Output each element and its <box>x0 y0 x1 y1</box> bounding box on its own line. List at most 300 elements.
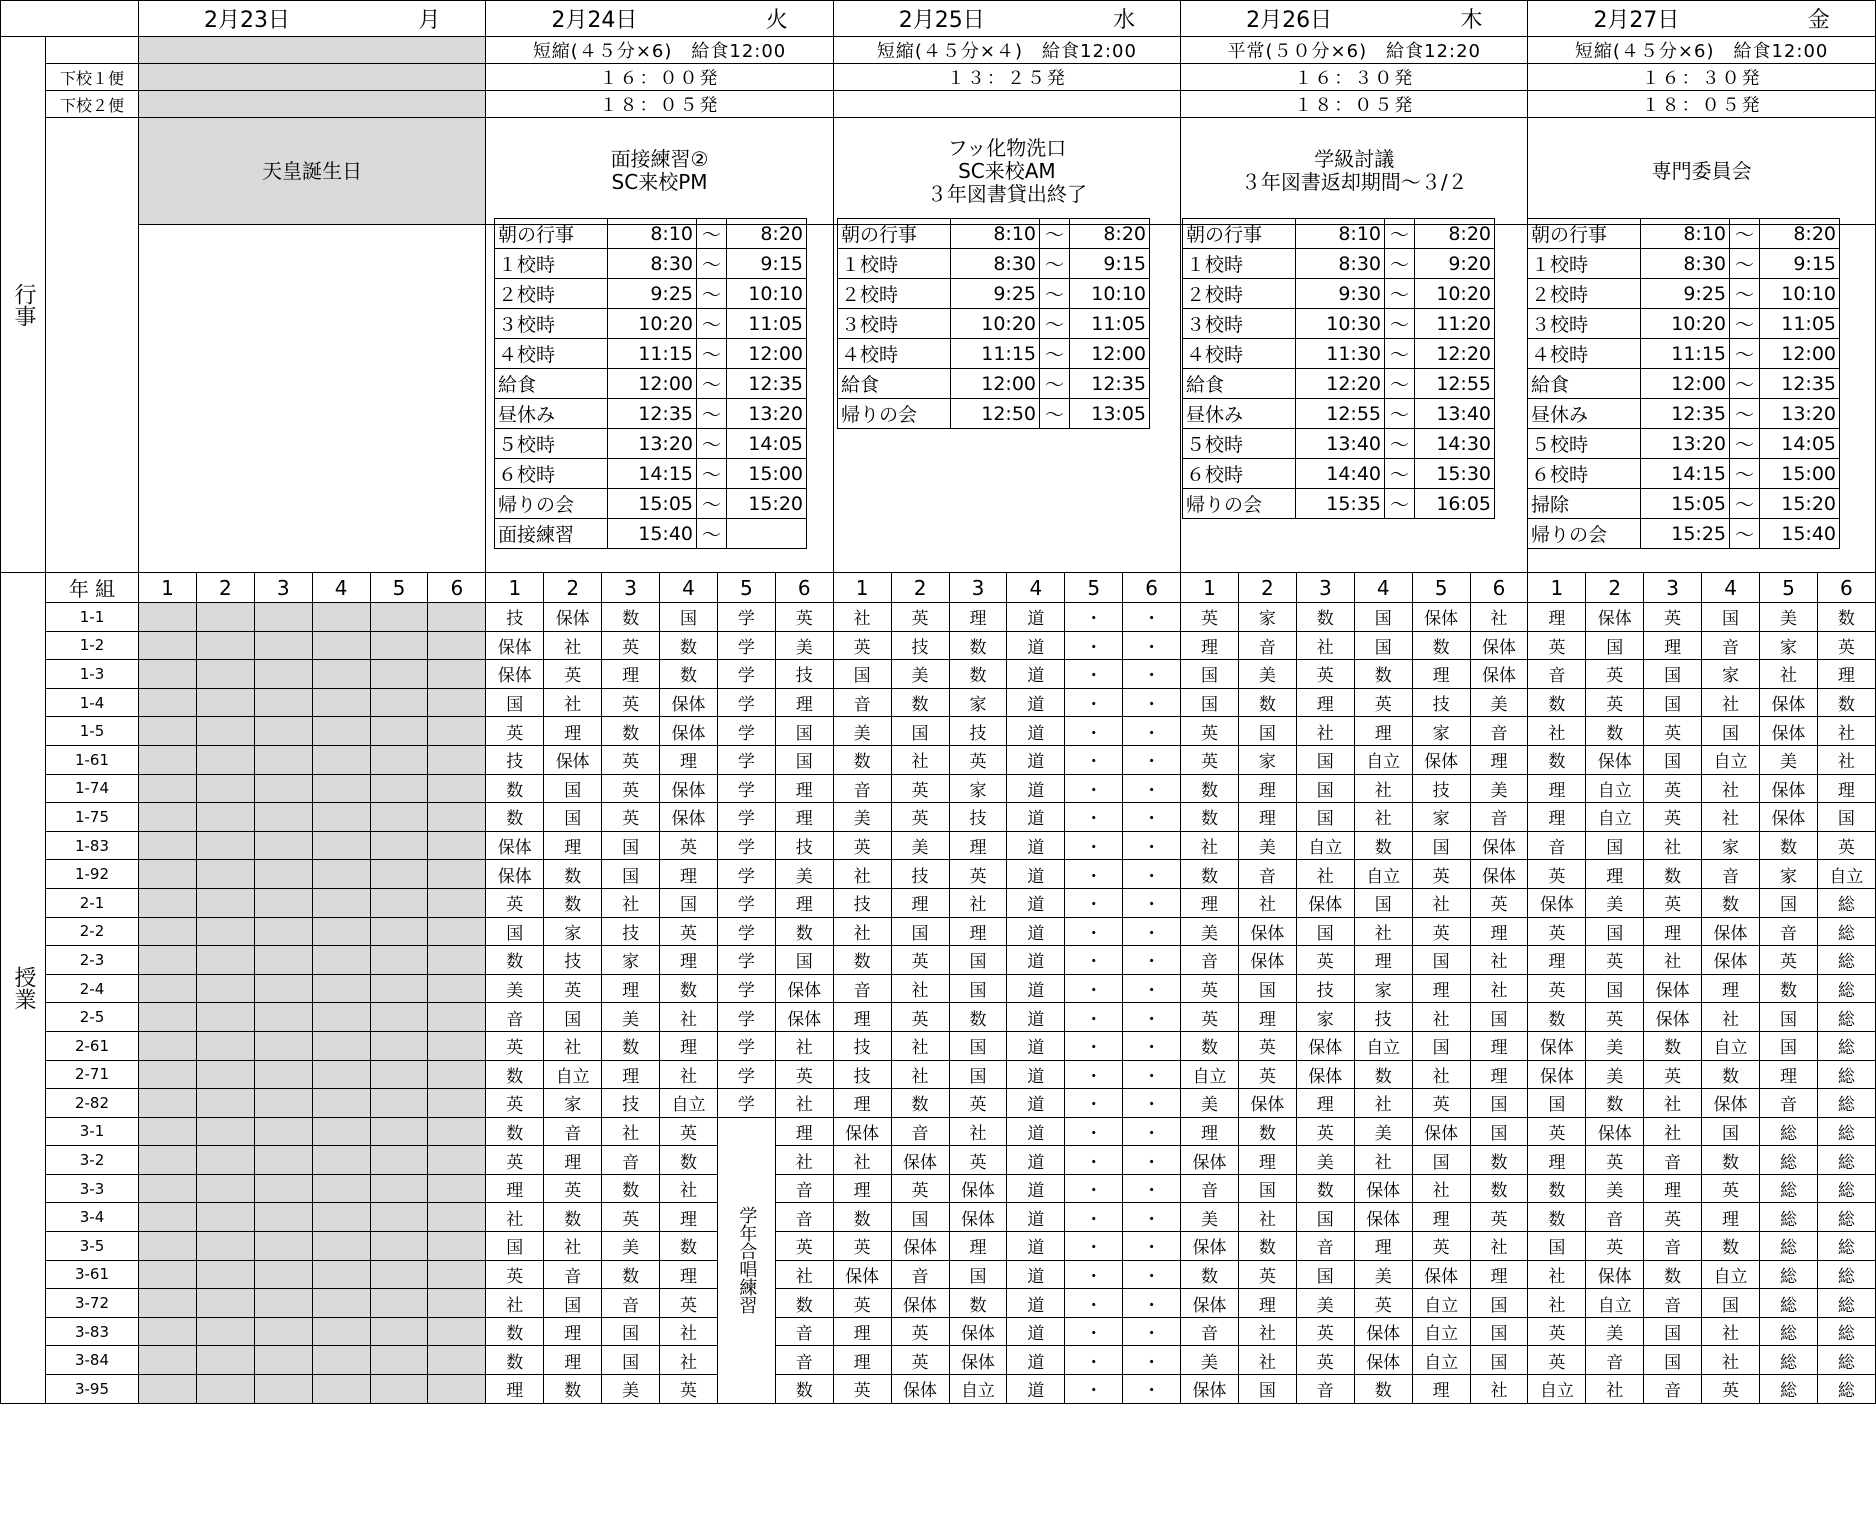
subject-cell: 総 <box>1817 1232 1875 1261</box>
subject-cell: 家 <box>1760 631 1818 660</box>
class-name: 1-75 <box>46 803 139 832</box>
subject-cell: ・ <box>1065 1117 1123 1146</box>
subject-cell: ・ <box>1065 1346 1123 1375</box>
period-sep: 〜 <box>1385 309 1415 339</box>
subject-cell: 総 <box>1817 1317 1875 1346</box>
subject-cell: 英 <box>1817 631 1875 660</box>
subject-cell: 社 <box>1760 660 1818 689</box>
subject-cell: 自立 <box>1412 1289 1470 1318</box>
subject-cell: 道 <box>1007 1174 1065 1203</box>
subject-cell: 英 <box>1586 1146 1644 1175</box>
holiday-cell <box>139 688 197 717</box>
period-sep: 〜 <box>1730 489 1760 519</box>
period-start: 12:35 <box>608 399 697 429</box>
holiday-cell <box>428 1232 486 1261</box>
subject-cell: 英 <box>891 803 949 832</box>
holiday-cell <box>139 1003 197 1032</box>
subject-cell: ・ <box>1123 917 1181 946</box>
subject-cell: 国 <box>891 1203 949 1232</box>
holiday-cell <box>370 1117 428 1146</box>
subject-cell: 保体 <box>891 1232 949 1261</box>
subject-cell: 保体 <box>1238 946 1296 975</box>
subject-cell: 保体 <box>1181 1146 1239 1175</box>
subject-cell: 理 <box>486 1375 544 1404</box>
subject-cell: 総 <box>1760 1146 1818 1175</box>
period-sep: 〜 <box>1730 309 1760 339</box>
subject-cell: ・ <box>1123 860 1181 889</box>
subject-cell: 自立 <box>1354 745 1412 774</box>
bus2-time: １８：０５発 <box>486 91 833 118</box>
subject-cell: 理 <box>602 1060 660 1089</box>
period-number: 6 <box>1123 573 1181 603</box>
subject-cell: 数 <box>602 1031 660 1060</box>
subject-cell: 理 <box>1702 1203 1760 1232</box>
subject-cell: 英 <box>891 946 949 975</box>
subject-cell: 数 <box>544 1203 602 1232</box>
subject-cell: 理 <box>1528 1146 1586 1175</box>
subject-cell: 英 <box>1644 603 1702 632</box>
period-sep: 〜 <box>1385 339 1415 369</box>
subject-cell: 美 <box>1238 831 1296 860</box>
subject-cell: 数 <box>602 1174 660 1203</box>
period-number: 4 <box>312 573 370 603</box>
holiday-cell <box>312 774 370 803</box>
subject-cell: 英 <box>1296 1317 1354 1346</box>
period-name: ２校時 <box>1183 279 1296 309</box>
class-name: 1-74 <box>46 774 139 803</box>
subject-cell: 保体 <box>1470 631 1528 660</box>
subject-cell: 理 <box>544 717 602 746</box>
subject-cell: 学 <box>717 1089 775 1118</box>
subject-cell: 理 <box>1528 603 1586 632</box>
subject-cell: 保体 <box>1296 1031 1354 1060</box>
subject-cell: 保体 <box>486 660 544 689</box>
holiday-cell <box>370 1346 428 1375</box>
period-name: ３校時 <box>1183 309 1296 339</box>
subject-cell: 社 <box>949 888 1007 917</box>
period-name: ２校時 <box>838 279 951 309</box>
subject-cell: 保体 <box>1354 1317 1412 1346</box>
holiday-cell <box>254 1117 312 1146</box>
subject-cell: 保体 <box>1354 1174 1412 1203</box>
subject-cell: 社 <box>544 1031 602 1060</box>
subject-cell: 社 <box>775 1031 833 1060</box>
class-name: 2-5 <box>46 1003 139 1032</box>
subject-cell: 自立 <box>949 1375 1007 1404</box>
subject-cell: 社 <box>1702 1346 1760 1375</box>
holiday-cell <box>312 831 370 860</box>
holiday-cell <box>370 1289 428 1318</box>
subject-cell: 社 <box>1238 1317 1296 1346</box>
holiday-cell <box>428 1003 486 1032</box>
subject-cell: 理 <box>1296 1089 1354 1118</box>
day-events <box>833 118 1180 225</box>
holiday-cell <box>428 1089 486 1118</box>
subject-cell: 国 <box>1354 603 1412 632</box>
period-sep: 〜 <box>1040 399 1070 429</box>
subject-cell: 保体 <box>949 1346 1007 1375</box>
holiday-cell <box>254 774 312 803</box>
period-number: 2 <box>544 573 602 603</box>
period-start: 11:15 <box>608 339 697 369</box>
day-condition: 平常(５０分×6) 給食12:20 <box>1181 37 1528 64</box>
subject-cell: ・ <box>1065 688 1123 717</box>
subject-cell: 理 <box>1354 717 1412 746</box>
holiday-cell <box>254 1346 312 1375</box>
subject-cell: 国 <box>1760 1003 1818 1032</box>
class-name: 3-95 <box>46 1375 139 1404</box>
holiday-cell <box>139 974 197 1003</box>
subject-cell: 技 <box>544 946 602 975</box>
subject-cell: 美 <box>602 1232 660 1261</box>
holiday-cell <box>196 1146 254 1175</box>
period-name: 給食 <box>1183 369 1296 399</box>
subject-cell: ・ <box>1123 946 1181 975</box>
subject-cell: 技 <box>1296 974 1354 1003</box>
class-name: 1-2 <box>46 631 139 660</box>
holiday-cell <box>196 1232 254 1261</box>
holiday-cell <box>254 1089 312 1118</box>
subject-cell: 数 <box>1644 860 1702 889</box>
subject-cell: 数 <box>660 631 718 660</box>
subject-cell: 英 <box>1586 946 1644 975</box>
subject-cell: 美 <box>1586 1060 1644 1089</box>
subject-cell: 音 <box>833 774 891 803</box>
period-sep: 〜 <box>697 489 727 519</box>
subject-cell: 理 <box>1238 803 1296 832</box>
holiday-cell <box>254 860 312 889</box>
day-header <box>1528 1 1875 37</box>
day-header <box>139 1 486 37</box>
period-number: 3 <box>602 573 660 603</box>
subject-cell: 数 <box>1644 1260 1702 1289</box>
subject-cell: 社 <box>1238 888 1296 917</box>
subject-cell: 英 <box>602 745 660 774</box>
subject-cell: 技 <box>891 860 949 889</box>
subject-cell: 社 <box>486 1289 544 1318</box>
subject-cell: 英 <box>1702 1375 1760 1404</box>
subject-cell: 音 <box>833 974 891 1003</box>
holiday-cell <box>312 1203 370 1232</box>
subject-cell: 英 <box>1586 660 1644 689</box>
subject-cell: 社 <box>833 1146 891 1175</box>
period-name: ２校時 <box>1528 279 1641 309</box>
subject-cell: 保体 <box>1412 745 1470 774</box>
subject-cell: 道 <box>1007 688 1065 717</box>
subject-cell: 家 <box>544 1089 602 1118</box>
subject-cell: 理 <box>1238 1003 1296 1032</box>
period-sep: 〜 <box>1730 519 1760 549</box>
subject-cell: 総 <box>1760 1346 1818 1375</box>
class-name: 1-3 <box>46 660 139 689</box>
period-name: ３校時 <box>838 309 951 339</box>
subject-cell: 保体 <box>949 1174 1007 1203</box>
period-end: 12:20 <box>1415 339 1495 369</box>
period-end: 12:00 <box>727 339 807 369</box>
event-item: ３年図書貸出終了 <box>926 181 1087 206</box>
period-start: 8:10 <box>608 219 697 249</box>
subject-cell: 数 <box>891 688 949 717</box>
subject-cell: 音 <box>1528 660 1586 689</box>
holiday-cell <box>139 1232 197 1261</box>
period-number: 6 <box>428 573 486 603</box>
holiday-cell <box>139 917 197 946</box>
holiday-cell <box>370 860 428 889</box>
subject-cell: 理 <box>775 774 833 803</box>
subject-cell: 社 <box>775 1146 833 1175</box>
subject-cell: 社 <box>660 1003 718 1032</box>
holiday-cell <box>370 1031 428 1060</box>
subject-cell: 社 <box>1354 774 1412 803</box>
subject-cell: 保体 <box>660 688 718 717</box>
holiday-cell <box>428 946 486 975</box>
subject-cell: 美 <box>1296 1146 1354 1175</box>
subject-cell: 国 <box>775 745 833 774</box>
subject-cell: 数 <box>1760 974 1818 1003</box>
holiday-cell <box>254 717 312 746</box>
subject-cell: 理 <box>775 688 833 717</box>
subject-cell: ・ <box>1065 917 1123 946</box>
period-end: 10:20 <box>1415 279 1495 309</box>
holiday-cell <box>428 860 486 889</box>
subject-cell: 道 <box>1007 1375 1065 1404</box>
subject-cell: 理 <box>1470 745 1528 774</box>
holiday-cell <box>370 717 428 746</box>
bus1-time: １６：００発 <box>486 64 833 91</box>
holiday-cell <box>139 1346 197 1375</box>
holiday-cell <box>254 1289 312 1318</box>
subject-cell: 国 <box>1644 745 1702 774</box>
subject-cell: ・ <box>1065 1089 1123 1118</box>
bus2-time: １８：０５発 <box>1528 91 1875 118</box>
class-name: 1-1 <box>46 603 139 632</box>
holiday-cell <box>428 1174 486 1203</box>
subject-cell: 数 <box>1760 831 1818 860</box>
subject-cell: ・ <box>1123 974 1181 1003</box>
subject-cell: 美 <box>833 803 891 832</box>
subject-cell: 理 <box>1470 1031 1528 1060</box>
subject-cell: 理 <box>1644 1174 1702 1203</box>
period-start: 13:40 <box>1296 429 1385 459</box>
subject-cell: 自立 <box>1702 1031 1760 1060</box>
subject-cell: 英 <box>1644 717 1702 746</box>
holiday-cell <box>370 1203 428 1232</box>
subject-cell: 理 <box>544 1146 602 1175</box>
bus1-time <box>139 64 486 91</box>
period-number: 5 <box>1065 573 1123 603</box>
subject-cell: 音 <box>833 688 891 717</box>
period-sep: 〜 <box>1730 399 1760 429</box>
subject-cell: 英 <box>833 1289 891 1318</box>
period-schedule <box>1527 218 1840 549</box>
subject-cell: 国 <box>660 888 718 917</box>
subject-cell: 国 <box>1644 1317 1702 1346</box>
subject-cell: 数 <box>949 1289 1007 1318</box>
day-header-content <box>486 3 832 34</box>
subject-cell: 国 <box>891 917 949 946</box>
subject-cell: 美 <box>1354 1260 1412 1289</box>
subject-cell: 数 <box>1296 1174 1354 1203</box>
subject-cell: ・ <box>1123 1260 1181 1289</box>
holiday-cell <box>196 1089 254 1118</box>
holiday-cell <box>312 974 370 1003</box>
period-sep: 〜 <box>1040 339 1070 369</box>
class-name: 1-5 <box>46 717 139 746</box>
holiday-cell <box>139 745 197 774</box>
period-name: ４校時 <box>1183 339 1296 369</box>
subject-cell: 道 <box>1007 1031 1065 1060</box>
subject-cell: 理 <box>1354 946 1412 975</box>
subject-cell: 社 <box>1644 1089 1702 1118</box>
day-schedule-cell <box>139 225 486 573</box>
holiday-cell <box>312 631 370 660</box>
period-sep: 〜 <box>697 279 727 309</box>
subject-cell: 美 <box>1181 1203 1239 1232</box>
day-condition: 短縮(４５分×6) 給食12:00 <box>1528 37 1875 64</box>
period-number: 4 <box>1354 573 1412 603</box>
holiday-cell <box>139 1317 197 1346</box>
subject-cell: 国 <box>544 774 602 803</box>
subject-cell: ・ <box>1123 888 1181 917</box>
subject-cell: 技 <box>486 745 544 774</box>
subject-cell: 自立 <box>1586 1289 1644 1318</box>
subject-cell: 社 <box>660 1060 718 1089</box>
subject-cell: 英 <box>1412 917 1470 946</box>
period-name: ３校時 <box>1528 309 1641 339</box>
subject-cell: 音 <box>1760 917 1818 946</box>
holiday-cell <box>196 888 254 917</box>
subject-cell: 英 <box>949 860 1007 889</box>
subject-cell: 音 <box>1470 717 1528 746</box>
period-end: 15:20 <box>1760 489 1840 519</box>
subject-cell: 国 <box>486 917 544 946</box>
subject-cell: 保体 <box>544 745 602 774</box>
subject-cell: 総 <box>1817 1375 1875 1404</box>
subject-cell: 社 <box>891 745 949 774</box>
subject-cell: 英 <box>1528 1317 1586 1346</box>
subject-cell: 英 <box>1644 803 1702 832</box>
subject-cell: 音 <box>1644 1289 1702 1318</box>
subject-cell: 数 <box>486 946 544 975</box>
subject-cell: 自立 <box>1412 1346 1470 1375</box>
subject-cell: ・ <box>1123 603 1181 632</box>
subject-cell: 道 <box>1007 1346 1065 1375</box>
subject-cell: 数 <box>949 1003 1007 1032</box>
subject-cell: 英 <box>1181 717 1239 746</box>
period-start: 14:15 <box>1641 459 1730 489</box>
event-item: ３年図書返却期間〜３/２ <box>1240 170 1468 194</box>
holiday-cell <box>370 774 428 803</box>
subject-cell: 社 <box>1470 603 1528 632</box>
period-start: 8:30 <box>1296 249 1385 279</box>
subject-cell: 数 <box>1181 860 1239 889</box>
subject-cell: 音 <box>602 1289 660 1318</box>
subject-cell: 自立 <box>544 1060 602 1089</box>
subject-cell: ・ <box>1065 1232 1123 1261</box>
subject-cell: 社 <box>1354 803 1412 832</box>
subject-cell: 美 <box>891 660 949 689</box>
bus1-time: １３：２５発 <box>833 64 1180 91</box>
holiday-cell <box>139 1117 197 1146</box>
subject-cell: 道 <box>1007 717 1065 746</box>
subject-cell: 美 <box>833 717 891 746</box>
subject-cell: 道 <box>1007 1317 1065 1346</box>
subject-cell: 社 <box>1412 1060 1470 1089</box>
period-sep: 〜 <box>1730 219 1760 249</box>
period-name: １校時 <box>495 249 608 279</box>
subject-cell: 英 <box>949 745 1007 774</box>
event-item: 面接練習② <box>610 147 709 171</box>
subject-cell: ・ <box>1123 803 1181 832</box>
subject-cell: 家 <box>1702 660 1760 689</box>
subject-cell: 理 <box>891 888 949 917</box>
subject-cell: 学 <box>717 1003 775 1032</box>
subject-cell: 理 <box>833 1317 891 1346</box>
subject-cell: 保体 <box>1702 946 1760 975</box>
period-sep: 〜 <box>1385 279 1415 309</box>
subject-cell: 国 <box>1412 1146 1470 1175</box>
subject-cell: ・ <box>1065 1060 1123 1089</box>
period-start: 11:30 <box>1296 339 1385 369</box>
subject-cell: 数 <box>775 1289 833 1318</box>
subject-cell: 保体 <box>1354 1203 1412 1232</box>
subject-cell: 保体 <box>1702 917 1760 946</box>
subject-cell: 学 <box>717 803 775 832</box>
subject-cell: 英 <box>1528 631 1586 660</box>
period-name: 昼休み <box>1183 399 1296 429</box>
period-name: ４校時 <box>495 339 608 369</box>
subject-cell: ・ <box>1065 1146 1123 1175</box>
subject-cell: 数 <box>1181 774 1239 803</box>
subject-cell: 音 <box>544 1117 602 1146</box>
period-start: 8:30 <box>1641 249 1730 279</box>
subject-cell: 家 <box>1702 831 1760 860</box>
subject-cell: 技 <box>833 1060 891 1089</box>
subject-cell: 理 <box>1528 774 1586 803</box>
period-end: 14:30 <box>1415 429 1495 459</box>
period-start: 13:20 <box>608 429 697 459</box>
subject-cell: 学 <box>717 974 775 1003</box>
subject-cell: 音 <box>1181 1174 1239 1203</box>
subject-cell: 英 <box>660 1117 718 1146</box>
subject-cell: 国 <box>1238 1174 1296 1203</box>
period-sep: 〜 <box>697 219 727 249</box>
period-end: 9:15 <box>727 249 807 279</box>
subject-cell: 道 <box>1007 1117 1065 1146</box>
period-name: 朝の行事 <box>495 219 608 249</box>
subject-cell: 総 <box>1817 1031 1875 1060</box>
period-start: 9:25 <box>1641 279 1730 309</box>
holiday-cell <box>312 1060 370 1089</box>
period-name: 朝の行事 <box>838 219 951 249</box>
holiday-cell <box>254 974 312 1003</box>
holiday-cell <box>139 603 197 632</box>
period-number: 5 <box>1412 573 1470 603</box>
subject-cell: 英 <box>1296 1346 1354 1375</box>
day-header-content <box>834 3 1180 34</box>
day-date: 2月27日 <box>1593 8 1680 33</box>
subject-cell: 数 <box>1354 1060 1412 1089</box>
holiday-cell <box>196 603 254 632</box>
subject-cell: 国 <box>1470 1117 1528 1146</box>
period-end: 16:05 <box>1415 489 1495 519</box>
subject-cell: 数 <box>486 1346 544 1375</box>
period-name: 帰りの会 <box>1528 519 1641 549</box>
holiday-cell <box>370 1003 428 1032</box>
class-name: 1-83 <box>46 831 139 860</box>
subject-cell: 数 <box>1354 660 1412 689</box>
subject-cell: 英 <box>1528 974 1586 1003</box>
